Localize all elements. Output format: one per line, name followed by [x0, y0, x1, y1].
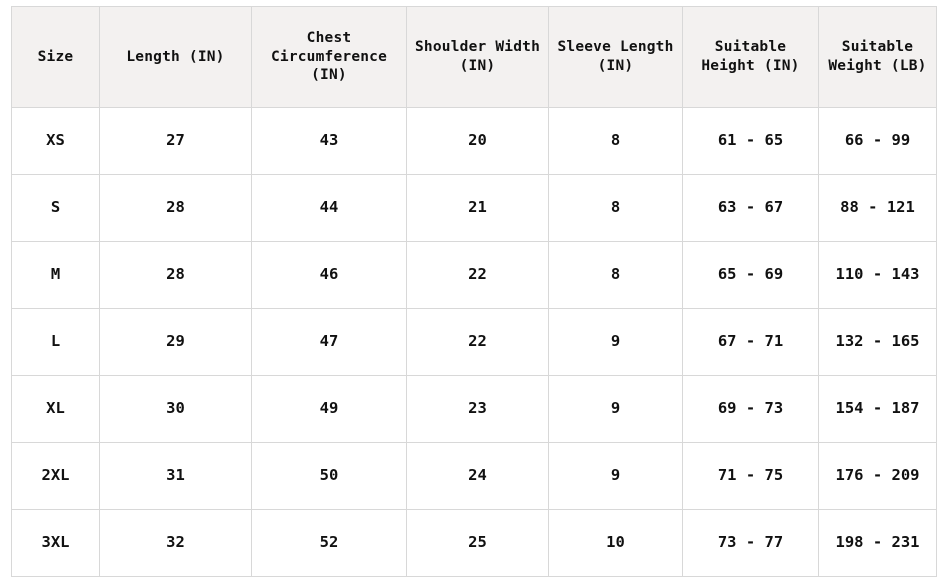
- table-row: [12, 175, 937, 242]
- cell-height: 69 - 73: [683, 376, 819, 443]
- column-header-size: [12, 7, 100, 108]
- column-header-weight-line-1: Suitable: [841, 39, 914, 56]
- cell-weight: 132 - 165: [819, 309, 937, 376]
- column-header-suitable-height: [683, 7, 819, 108]
- cell-shoulder: 24: [407, 443, 549, 510]
- cell-size: L: [12, 309, 100, 376]
- cell-length: 31: [100, 443, 252, 510]
- cell-height: 61 - 65: [683, 108, 819, 175]
- cell-size: M: [12, 242, 100, 309]
- cell-height: 63 - 67: [683, 175, 819, 242]
- cell-shoulder: 22: [407, 309, 549, 376]
- table-row: [12, 242, 937, 309]
- table-row: [12, 510, 937, 577]
- cell-chest: 52: [252, 510, 407, 577]
- cell-length: 28: [100, 175, 252, 242]
- cell-weight: 66 - 99: [819, 108, 937, 175]
- table-header: [12, 7, 937, 108]
- cell-sleeve: 9: [549, 376, 683, 443]
- cell-sleeve: 9: [549, 443, 683, 510]
- cell-sleeve: 10: [549, 510, 683, 577]
- cell-length: 29: [100, 309, 252, 376]
- table-row: [12, 309, 937, 376]
- cell-length: 32: [100, 510, 252, 577]
- cell-sleeve: 8: [549, 242, 683, 309]
- cell-sleeve: 8: [549, 108, 683, 175]
- column-header-chest-line-2: Circumference: [270, 48, 388, 65]
- column-header-sleeve-length: [549, 7, 683, 108]
- column-header-chest-line-1: Chest: [306, 30, 352, 47]
- cell-height: 65 - 69: [683, 242, 819, 309]
- table-row: [12, 108, 937, 175]
- column-header-height-line-2: Height (IN): [701, 58, 800, 74]
- cell-chest: 47: [252, 309, 407, 376]
- cell-sleeve: 9: [549, 309, 683, 376]
- column-header-chest-circumference: [252, 7, 407, 108]
- table-row: [12, 443, 937, 510]
- column-header-size-line-1: Size: [37, 48, 74, 65]
- column-header-shoulder-line-1: Shoulder Width: [414, 39, 541, 56]
- column-header-sleeve-line-2: (IN): [597, 58, 634, 74]
- table-body: [12, 108, 937, 577]
- cell-chest: 44: [252, 175, 407, 242]
- cell-chest: 49: [252, 376, 407, 443]
- column-header-chest-line-3: (IN): [311, 67, 347, 84]
- cell-size: 2XL: [12, 443, 100, 510]
- column-header-shoulder-line-2: (IN): [459, 58, 496, 74]
- column-header-height-line-1: Suitable: [714, 39, 787, 56]
- cell-shoulder: 25: [407, 510, 549, 577]
- column-header-weight-line-2: Weight (LB): [828, 58, 927, 74]
- cell-shoulder: 21: [407, 175, 549, 242]
- column-header-length-line-1: Length (IN): [126, 48, 225, 65]
- cell-weight: 176 - 209: [819, 443, 937, 510]
- cell-size: XS: [12, 108, 100, 175]
- column-header-shoulder-width: [407, 7, 549, 108]
- cell-size: S: [12, 175, 100, 242]
- cell-height: 71 - 75: [683, 443, 819, 510]
- cell-chest: 43: [252, 108, 407, 175]
- column-header-length: [100, 7, 252, 108]
- cell-height: 73 - 77: [683, 510, 819, 577]
- cell-chest: 50: [252, 443, 407, 510]
- cell-length: 30: [100, 376, 252, 443]
- cell-size: 3XL: [12, 510, 100, 577]
- cell-chest: 46: [252, 242, 407, 309]
- cell-weight: 110 - 143: [819, 242, 937, 309]
- table-row: [12, 376, 937, 443]
- cell-sleeve: 8: [549, 175, 683, 242]
- cell-weight: 88 - 121: [819, 175, 937, 242]
- cell-weight: 154 - 187: [819, 376, 937, 443]
- cell-shoulder: 23: [407, 376, 549, 443]
- header-row: [12, 7, 937, 108]
- cell-weight: 198 - 231: [819, 510, 937, 577]
- column-header-suitable-weight: [819, 7, 937, 108]
- column-header-sleeve-line-1: Sleeve Length: [557, 39, 674, 56]
- cell-length: 27: [100, 108, 252, 175]
- cell-length: 28: [100, 242, 252, 309]
- size-chart-table: [11, 6, 937, 577]
- cell-size: XL: [12, 376, 100, 443]
- cell-shoulder: 20: [407, 108, 549, 175]
- cell-height: 67 - 71: [683, 309, 819, 376]
- cell-shoulder: 22: [407, 242, 549, 309]
